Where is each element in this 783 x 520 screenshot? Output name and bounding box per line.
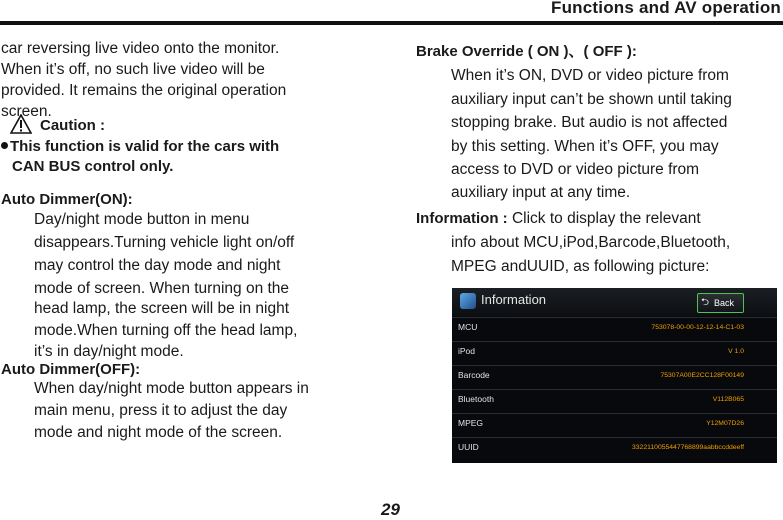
paragraph-line: by this setting. When it’s OFF, you may <box>451 138 719 155</box>
info-label: Bluetooth <box>458 394 494 404</box>
paragraph-line: Day/night mode button in menu <box>34 211 250 228</box>
auto-dimmer-off-heading: Auto Dimmer(OFF): <box>1 361 141 378</box>
info-value: 753078-00-00-12-12-14-C1-03 <box>651 324 744 331</box>
intro-line: car reversing live video onto the monitor. <box>1 40 280 57</box>
information-text: Click to display the relevant <box>507 210 701 227</box>
auto-dimmer-on-heading: Auto Dimmer(ON): <box>1 191 133 208</box>
paragraph-line: stopping brake. But audio is not affected <box>451 114 728 131</box>
info-row-bluetooth <box>452 389 777 413</box>
back-button[interactable] <box>697 293 744 313</box>
back-label: Back <box>714 298 735 308</box>
information-heading: Information : <box>416 210 508 227</box>
page-number: 29 <box>381 500 400 519</box>
paragraph-line: may control the day mode and night <box>34 257 281 274</box>
info-value: V112B065 <box>712 396 744 403</box>
brake-override-heading: Brake Override ( ON )、( OFF ): <box>416 43 637 60</box>
paragraph-line: mode of screen. When turning on the <box>34 280 290 297</box>
paragraph-line: When it’s ON, DVD or video picture from <box>451 67 729 84</box>
paragraph-line: head lamp, the screen will be in night <box>34 300 290 317</box>
section-title: Functions and AV operation <box>551 0 781 17</box>
intro-line: screen. <box>1 103 52 120</box>
info-row-mpeg <box>452 413 777 437</box>
paragraph-line: MPEG andUUID, as following picture: <box>451 258 710 275</box>
paragraph-line: mode.When turning off the head lamp, <box>34 322 298 339</box>
header-rule <box>0 21 783 25</box>
info-row-mcu <box>452 317 777 341</box>
info-row-uuid <box>452 437 777 461</box>
caution-label: Caution : <box>40 117 105 134</box>
info-value: 3322110055447768899aabbccddeeff <box>631 444 744 451</box>
info-row-ipod <box>452 341 777 365</box>
info-label: iPod <box>458 346 476 356</box>
warning-line: This function is valid for the cars with <box>1 136 279 158</box>
paragraph-line: auxiliary input at any time. <box>451 184 631 201</box>
intro-line: provided. It remains the original operation <box>1 82 287 99</box>
paragraph-line: info about MCU,iPod,Barcode,Bluetooth, <box>451 234 731 251</box>
paragraph-line: auxiliary input can’t be shown until taking <box>451 91 732 108</box>
paragraph-line: disappears.Turning vehicle light on/off <box>34 234 295 251</box>
screen-title-bar <box>452 288 777 316</box>
info-label: Barcode <box>458 370 490 380</box>
paragraph-line: it’s in day/night mode. <box>34 343 184 360</box>
info-value: V 1.0 <box>728 348 744 355</box>
info-app-icon <box>460 293 476 309</box>
paragraph-line: When day/night mode button appears in <box>34 380 309 397</box>
paragraph-line: access to DVD or video picture from <box>451 161 700 178</box>
info-row-barcode <box>452 365 777 389</box>
information-line <box>416 208 701 230</box>
intro-line: When it’s off, no such live video will be <box>1 61 265 78</box>
warning-triangle-icon <box>10 114 32 134</box>
info-label: UUID <box>458 442 479 452</box>
information-screen <box>452 288 777 463</box>
info-value: 75307A00E2CC128F00149 <box>660 372 744 379</box>
info-label: MCU <box>458 322 478 332</box>
screen-title: Information <box>481 292 547 307</box>
paragraph-line: main menu, press it to adjust the day <box>34 402 288 419</box>
info-value: Y12M07D26 <box>706 420 744 427</box>
info-label: MPEG <box>458 418 484 428</box>
back-arrow-icon: ⮌ <box>701 297 710 308</box>
warning-line: CAN BUS control only. <box>12 158 174 175</box>
bullet-icon <box>1 142 8 149</box>
paragraph-line: mode and night mode of the screen. <box>34 424 283 441</box>
